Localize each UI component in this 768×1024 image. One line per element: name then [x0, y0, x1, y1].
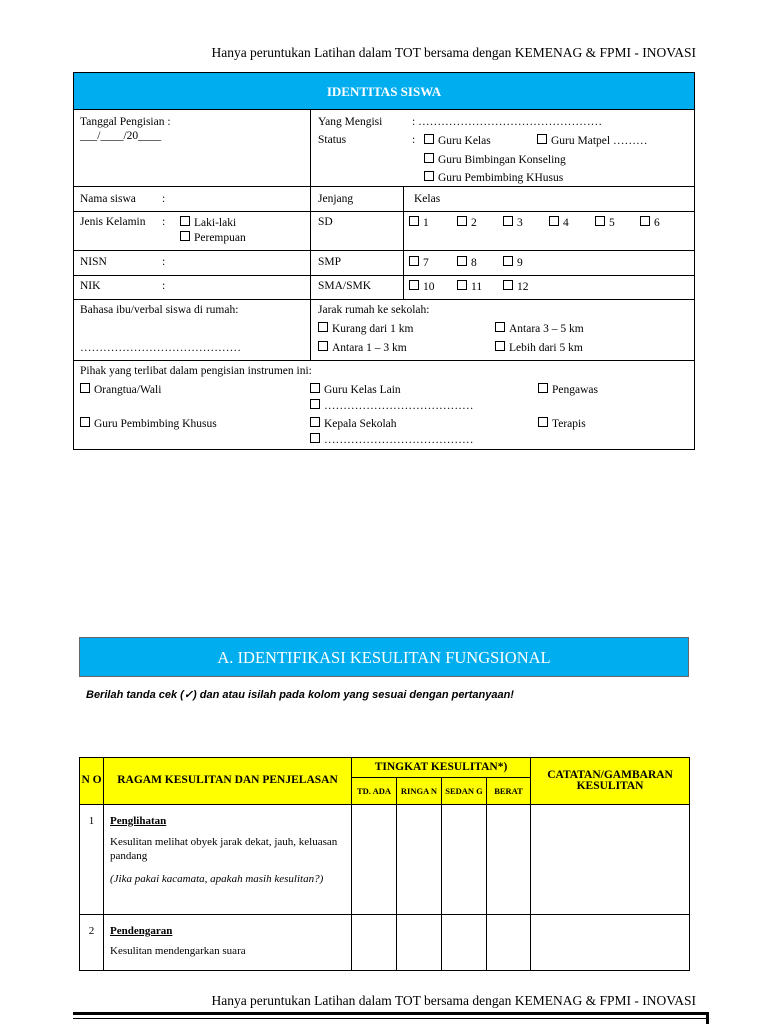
checkbox-icon: [457, 280, 467, 290]
checkbox-icon: [537, 134, 547, 144]
header-sedang: SEDAN G: [442, 778, 487, 805]
header-tingkat: TINGKAT KESULITAN*): [352, 758, 531, 778]
identitas-siswa-box: [73, 72, 695, 450]
checkbox-icon: [80, 417, 90, 427]
row-ragam: [104, 915, 352, 971]
cell-sedang[interactable]: [442, 915, 487, 971]
cell-catatan[interactable]: [531, 915, 690, 971]
header-ragam: RAGAM KESULITAN DAN PENJELASAN: [104, 758, 352, 805]
kelas-1[interactable]: 1: [409, 216, 429, 229]
checkbox-icon: [310, 399, 320, 409]
row-title: Pendengaran: [110, 925, 173, 937]
tanggal-field[interactable]: ___/____/20____: [80, 130, 162, 142]
sma-label: SMA/SMK: [318, 280, 372, 292]
pihak-label: Pihak yang terlibat dalam pengisian instrumen ini:: [80, 365, 312, 377]
jarak-label: Jarak rumah ke sekolah:: [318, 304, 430, 316]
status-label: Status: [318, 134, 347, 146]
row-desc: Kesulitan mendengarkan suara: [110, 945, 246, 957]
checkbox-icon: [538, 383, 548, 393]
cell-sedang[interactable]: [442, 805, 487, 915]
checkbox-icon: [409, 256, 419, 266]
bahasa-label: Bahasa ibu/verbal siswa di rumah:: [80, 304, 239, 316]
identitas-title: IDENTITAS SISWA: [74, 73, 694, 109]
yang-mengisi-label: Yang Mengisi: [318, 116, 383, 128]
row-nik-sma: [74, 275, 694, 299]
jk-colon: :: [162, 216, 166, 228]
header-td-ada: TD. ADA: [352, 778, 397, 805]
checkbox-icon: [457, 216, 467, 226]
checkbox-icon: [538, 417, 548, 427]
checkbox-icon: [310, 383, 320, 393]
row-no: 2: [80, 915, 104, 971]
status-colon: :: [412, 134, 416, 146]
checkbox-icon: [424, 153, 434, 163]
checkbox-icon: [180, 231, 190, 241]
kelas-4[interactable]: 4: [549, 216, 569, 229]
row-ragam: [104, 805, 352, 915]
cell-berat[interactable]: [487, 805, 531, 915]
bahasa-field[interactable]: ……………………………………: [80, 342, 241, 354]
row-nisn-smp: [74, 250, 694, 275]
kelas-9[interactable]: 9: [503, 256, 523, 269]
row-title: Penglihatan: [110, 815, 167, 827]
status-guru-pk[interactable]: Guru Pembimbing KHusus: [424, 171, 563, 184]
row-desc: Kesulitan melihat obyek jarak dekat, jauh, keluasan pandang: [110, 836, 338, 863]
jk-perempuan[interactable]: Perempuan: [180, 231, 246, 244]
sd-label: SD: [318, 216, 333, 228]
header-note-page2: Hanya peruntukan Latihan dalam TOT bersama dengan KEMENAG & FPMI - INOVASI: [211, 993, 696, 1008]
table-row: [80, 915, 690, 971]
row-nama-jenjang: [74, 186, 694, 211]
kelas-10[interactable]: 10: [409, 280, 435, 293]
page-border-right: [706, 1012, 709, 1024]
jarak-kurang-1km[interactable]: Kurang dari 1 km: [318, 322, 413, 335]
status-guru-matpel[interactable]: Guru Matpel ………: [537, 134, 647, 147]
checkbox-icon: [503, 256, 513, 266]
cell-berat[interactable]: [487, 915, 531, 971]
header-ringan: RINGA N: [397, 778, 442, 805]
jarak-lebih-5km[interactable]: Lebih dari 5 km: [495, 341, 583, 354]
checkbox-icon: [424, 134, 434, 144]
pihak-lainnya-1[interactable]: …………………………………: [310, 399, 474, 412]
pihak-terapis[interactable]: Terapis: [538, 417, 586, 430]
checkbox-icon: [495, 341, 505, 351]
header-note: Hanya peruntukan Latihan dalam TOT bersama dengan KEMENAG & FPMI - INOVASI: [211, 45, 696, 60]
cell-td-ada[interactable]: [352, 805, 397, 915]
checkbox-icon: [595, 216, 605, 226]
tanggal-label: Tanggal Pengisian :: [80, 116, 171, 128]
row-note: (Jika pakai kacamata, apakah masih kesulitan?): [110, 872, 324, 885]
section-a-instruction: Berilah tanda cek (✓) dan atau isilah pada kolom yang sesuai dengan pertanyaan!: [86, 689, 514, 701]
kesulitan-table: [79, 757, 690, 971]
checkbox-icon: [180, 216, 190, 226]
nisn-label: NISN: [80, 256, 107, 268]
cell-ringan[interactable]: [397, 915, 442, 971]
checkbox-icon: [409, 280, 419, 290]
kelas-3[interactable]: 3: [503, 216, 523, 229]
checkbox-icon: [495, 322, 505, 332]
table-row: [80, 805, 690, 915]
checkbox-icon: [310, 433, 320, 443]
row-tanggal-status: [74, 109, 694, 186]
kelas-8[interactable]: 8: [457, 256, 477, 269]
checkbox-icon: [503, 280, 513, 290]
checkbox-icon: [318, 322, 328, 332]
section-a-title: A. IDENTIFIKASI KESULITAN FUNGSIONAL: [79, 637, 689, 677]
checkbox-icon: [318, 341, 328, 351]
kelas-2[interactable]: 2: [457, 216, 477, 229]
pihak-lainnya-2[interactable]: …………………………………: [310, 433, 474, 446]
cell-td-ada[interactable]: [352, 915, 397, 971]
checkbox-icon: [424, 171, 434, 181]
jarak-1-3km[interactable]: Antara 1 – 3 km: [318, 341, 407, 354]
page-border-inner: [73, 1018, 709, 1019]
checkbox-icon: [80, 383, 90, 393]
nik-colon: :: [162, 280, 166, 292]
pihak-gpk[interactable]: Guru Pembimbing Khusus: [80, 417, 217, 430]
nisn-colon: :: [162, 256, 166, 268]
row-pihak: [74, 360, 694, 453]
pihak-kepala-sekolah[interactable]: Kepala Sekolah: [310, 417, 397, 430]
yang-mengisi-field[interactable]: : …………………………………………: [412, 116, 603, 128]
jarak-3-5km[interactable]: Antara 3 – 5 km: [495, 322, 584, 335]
pihak-pengawas[interactable]: Pengawas: [538, 383, 598, 396]
jenjang-label: Jenjang: [318, 193, 354, 205]
kelas-label: Kelas: [414, 193, 441, 205]
kelas-7[interactable]: 7: [409, 256, 429, 269]
kelas-5[interactable]: 5: [595, 216, 615, 229]
cell-ringan[interactable]: [397, 805, 442, 915]
row-no: 1: [80, 805, 104, 915]
status-guru-bk[interactable]: Guru Bimbingan Konseling: [424, 153, 566, 166]
header-berat: BERAT: [487, 778, 531, 805]
kelas-6[interactable]: 6: [640, 216, 660, 229]
cell-catatan[interactable]: [531, 805, 690, 915]
row-jk-sd: [74, 211, 694, 250]
kelas-11[interactable]: 11: [457, 280, 482, 293]
jk-laki[interactable]: Laki-laki: [180, 216, 236, 229]
checkbox-icon: [503, 216, 513, 226]
jk-label: Jenis Kelamin: [80, 216, 146, 228]
nama-colon: :: [162, 193, 166, 205]
pihak-guru-kelas-lain[interactable]: Guru Kelas Lain: [310, 383, 401, 396]
checkbox-icon: [640, 216, 650, 226]
nik-label: NIK: [80, 280, 101, 292]
checkbox-icon: [549, 216, 559, 226]
header-catatan: CATATAN/GAMBARAN KESULITAN: [531, 758, 690, 805]
smp-label: SMP: [318, 256, 342, 268]
kelas-12[interactable]: 12: [503, 280, 529, 293]
header-no: N O: [80, 758, 104, 805]
nama-label: Nama siswa: [80, 193, 136, 205]
pihak-orangtua[interactable]: Orangtua/Wali: [80, 383, 161, 396]
checkbox-icon: [457, 256, 467, 266]
row-bahasa-jarak: [74, 299, 694, 360]
checkbox-icon: [409, 216, 419, 226]
checkbox-icon: [310, 417, 320, 427]
status-guru-kelas[interactable]: Guru Kelas: [424, 134, 491, 147]
